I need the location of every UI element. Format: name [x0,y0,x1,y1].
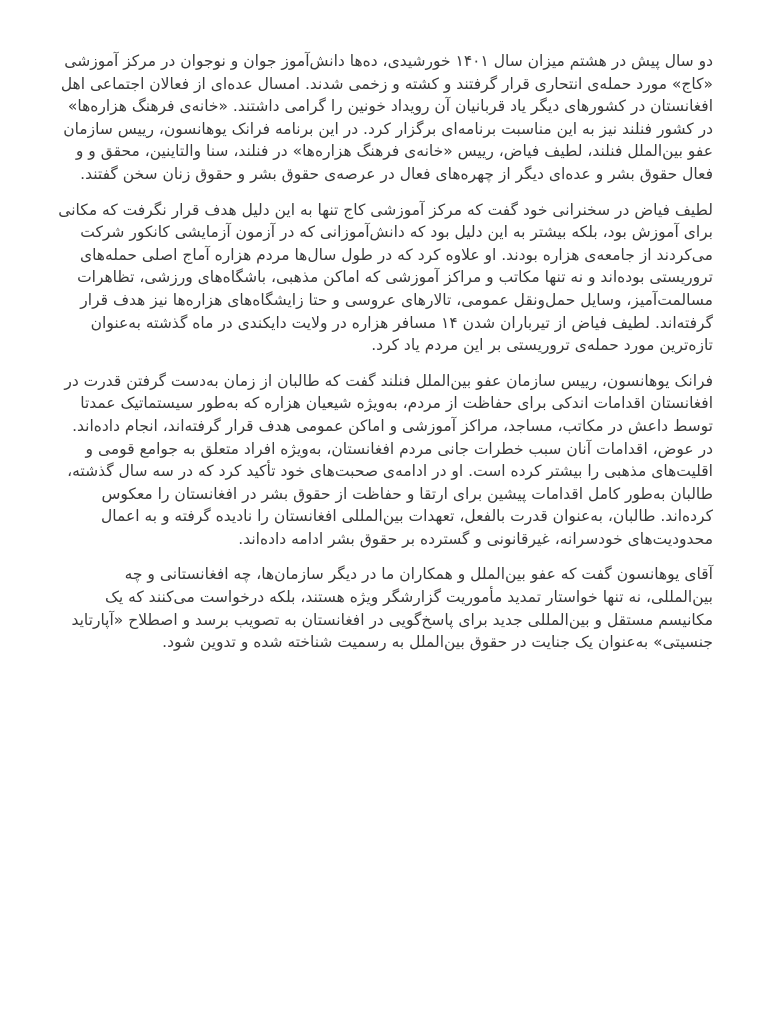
paragraph-3: فرانک یوهانسون، رییس سازمان عفو بین‌الملل فنلند گفت که طالبان از زمان به‌دست گرفتن قدرت در افغانستان اقدامات اندکی برای حفاظت از مردم، به‌ویژه شیعیان هزاره که به‌طور سیستماتیک عمدتا توسط داعش در مکاتب، مساجد، مراکز آموزشی و اماکن عمومی هدف قرار گرفته‌اند، انجام داده‌اند. در عوض، اقدامات آنان سبب خطرات جانی مردم افغانستان، به‌ویژه افراد متعلق به جوامع قومی و اقلیت‌های مذهبی را بیشتر کرده است. او در ادامه‌ی صحبت‌های خود تأکید کرد که در سه سال گذشته، طالبان به‌طور کامل اقدامات پیشین برای ارتقا و حفاظت از حقوق بشر در افغانستان را معکوس کرده‌اند. طالبان، به‌عنوان قدرت بالفعل، تعهدات بین‌المللی افغانستان را نادیده گرفته و به اعمال محدودیت‌های خودسرانه، غیرقانونی و گسترده بر حقوق بشر ادامه داده‌اند. [64,371,713,548]
paragraph-4: آقای یوهانسون گفت که عفو بین‌الملل و همکاران ما در دیگر سازمان‌ها، چه افغانستانی و چه بین‌المللی، نه تنها خواستار تمدید مأموریت گزارشگر ویژه هستند، بلکه درخواست می‌کنند که یک مکانیسم مستقل و بین‌المللی جدید برای پاسخ‌گویی در افغانستان به تصویب برسد و اصطلاح «آپارتاید جنسیتی» به‌عنوان یک جنایت در حقوق بین‌الملل به رسمیت شناخته شده و تدوین شود. [71,565,713,652]
document-page [58,50,713,667]
paragraph-1: دو سال پیش در هشتم میزان سال ۱۴۰۱ خورشیدی، ده‌ها دانش‌آموز جوان و نوجوان در مرکز آموزشی «کاج» مورد حمله‌ی انتحاری قرار گرفتند و کشته و زخمی شدند. امسال عده‌ای از فعالان اجتماعی اهل افغانستان در کشورهای دیگر یاد قربانیان آن رویداد خونین را گرامی داشتند. «خانه‌ی فرهنگ هزاره‌ها» در کشور فنلند نیز به این مناسبت برنامه‌ای برگزار کرد. در این برنامه فرانک یوهانسون، رییس سازمان عفو بین‌الملل فنلند، لطیف فیاض، رییس «خانه‌ی فرهنگ هزاره‌ها» در فنلند، سنا والتاینین، محقق و و فعال حقوق بشر و عده‌ای دیگر از چهره‌های فعال در عرصه‌ی حقوق بشر و حقوق زنان سخن گفتند. [60,52,713,183]
paragraph-2: لطیف فیاض در سخنرانی خود گفت که مرکز آموزشی کاج تنها به این دلیل هدف قرار نگرفت که مکانی برای آموزش بود، بلکه بیشتر به این دلیل بود که دانش‌آموزانی که در آزمون آزمایشی کانکور شرکت می‌کردند از جامعه‌ی هزاره بودند. او علاوه کرد که در طول سال‌ها مردم هزاره آماج اصلی حمله‌های تروریستی بوده‌اند و نه تنها مکاتب و مراکز آموزشی که اماکن مذهبی، باشگاه‌های ورزشی، تظاهرات مسالمت‌آمیز، وسایل حمل‌ونقل عمومی، تالارهای عروسی و حتا زایشگاه‌های هزاره‌ها نیز هدف قرار گرفته‌اند. لطیف فیاض از تیرباران شدن ۱۴ مسافر هزاره در ولایت دایکندی در ماه گذشته به‌عنوان تازه‌ترین مورد حمله‌ی تروریستی بر این مردم یاد کرد. [58,200,713,355]
